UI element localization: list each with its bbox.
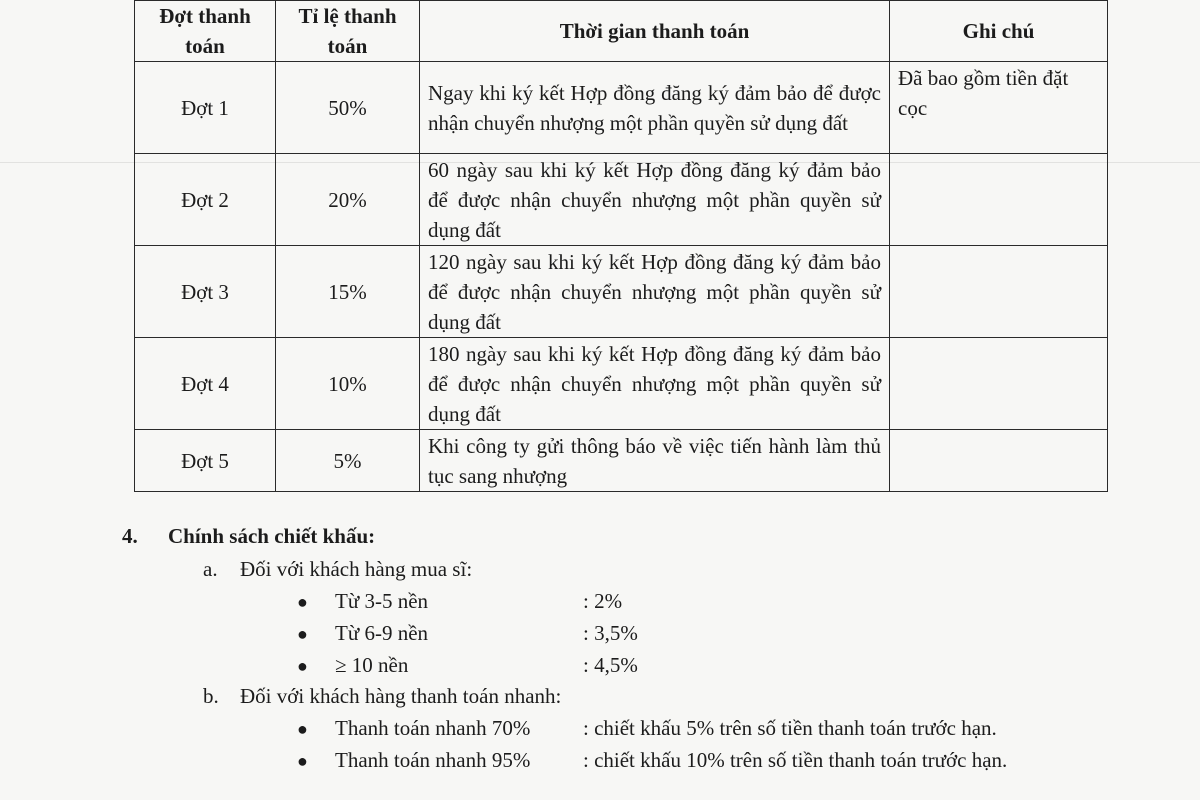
table-row	[135, 62, 1108, 154]
time-cell: Khi công ty gửi thông báo về việc tiến hành làm thủ tục sang nhượng	[420, 430, 890, 492]
table-row	[135, 246, 1108, 338]
rate-cell: 10%	[276, 338, 420, 430]
table-row	[135, 430, 1108, 492]
phase-cell: Đợt 4	[135, 338, 276, 430]
time-cell: Ngay khi ký kết Hợp đồng đăng ký đảm bảo để được nhận chuyển nhượng một phần quyền sử dụng đất	[420, 62, 890, 154]
subsection-letter: b.	[203, 684, 219, 708]
rate-cell: 20%	[276, 154, 420, 246]
note-cell: Đã bao gồm tiền đặt cọc	[890, 62, 1108, 154]
item-value: : 2%	[583, 589, 623, 613]
item-value: : chiết khấu 10% trên số tiền thanh toán trước hạn.	[583, 748, 1008, 772]
phase-cell: Đợt 1	[135, 62, 276, 154]
item-label: Thanh toán nhanh 95%	[335, 748, 531, 772]
phase-cell: Đợt 2	[135, 154, 276, 246]
header-time: Thời gian thanh toán	[420, 1, 890, 62]
time-cell: 120 ngày sau khi ký kết Hợp đồng đăng ký đảm bảo để được nhận chuyển nhượng một phần quyền sử dụng đất	[420, 246, 890, 338]
note-cell	[890, 246, 1108, 338]
subsection-letter: a.	[203, 557, 218, 581]
item-value: : chiết khấu 5% trên số tiền thanh toán trước hạn.	[583, 716, 997, 740]
table-row	[135, 338, 1108, 430]
item-label: Từ 3-5 nền	[335, 589, 429, 613]
item-value: : 3,5%	[583, 621, 638, 645]
payment-schedule-table	[134, 0, 1108, 492]
rate-cell: 15%	[276, 246, 420, 338]
phase-cell: Đợt 3	[135, 246, 276, 338]
list-item	[297, 744, 1008, 777]
section-number: 4.	[122, 524, 138, 548]
note-cell	[890, 430, 1108, 492]
bullet-icon: ●	[297, 656, 308, 676]
subsection-wholesale	[203, 553, 472, 585]
subsection-title: Đối với khách hàng thanh toán nhanh:	[240, 684, 562, 708]
table-row	[135, 154, 1108, 246]
time-cell: 60 ngày sau khi ký kết Hợp đồng đăng ký đảm bảo để được nhận chuyển nhượng một phần quyền sử dụng đất	[420, 154, 890, 246]
phase-cell: Đợt 5	[135, 430, 276, 492]
rate-cell: 5%	[276, 430, 420, 492]
list-item	[297, 649, 638, 682]
subsection-title: Đối với khách hàng mua sĩ:	[240, 557, 473, 581]
rate-cell: 50%	[276, 62, 420, 154]
bullet-icon: ●	[297, 719, 308, 739]
bullet-icon: ●	[297, 624, 308, 644]
header-rate: Tỉ lệ thanh toán	[276, 1, 420, 62]
bullet-icon: ●	[297, 592, 308, 612]
list-item	[297, 617, 638, 650]
time-cell: 180 ngày sau khi ký kết Hợp đồng đăng ký đảm bảo để được nhận chuyển nhượng một phần quyền sử dụng đất	[420, 338, 890, 430]
subsection-fast-payment	[203, 680, 561, 712]
item-label: ≥ 10 nền	[335, 653, 409, 677]
header-note: Ghi chú	[890, 1, 1108, 62]
section-title: Chính sách chiết khấu:	[168, 524, 376, 548]
item-label: Từ 6-9 nền	[335, 621, 429, 645]
note-cell	[890, 338, 1108, 430]
section-heading	[122, 520, 375, 552]
table-header-row	[135, 1, 1108, 62]
header-phase: Đợt thanh toán	[135, 1, 276, 62]
list-item	[297, 585, 623, 618]
note-cell	[890, 154, 1108, 246]
item-label: Thanh toán nhanh 70%	[335, 716, 531, 740]
bullet-icon: ●	[297, 751, 308, 771]
item-value: : 4,5%	[583, 653, 638, 677]
list-item	[297, 712, 997, 745]
